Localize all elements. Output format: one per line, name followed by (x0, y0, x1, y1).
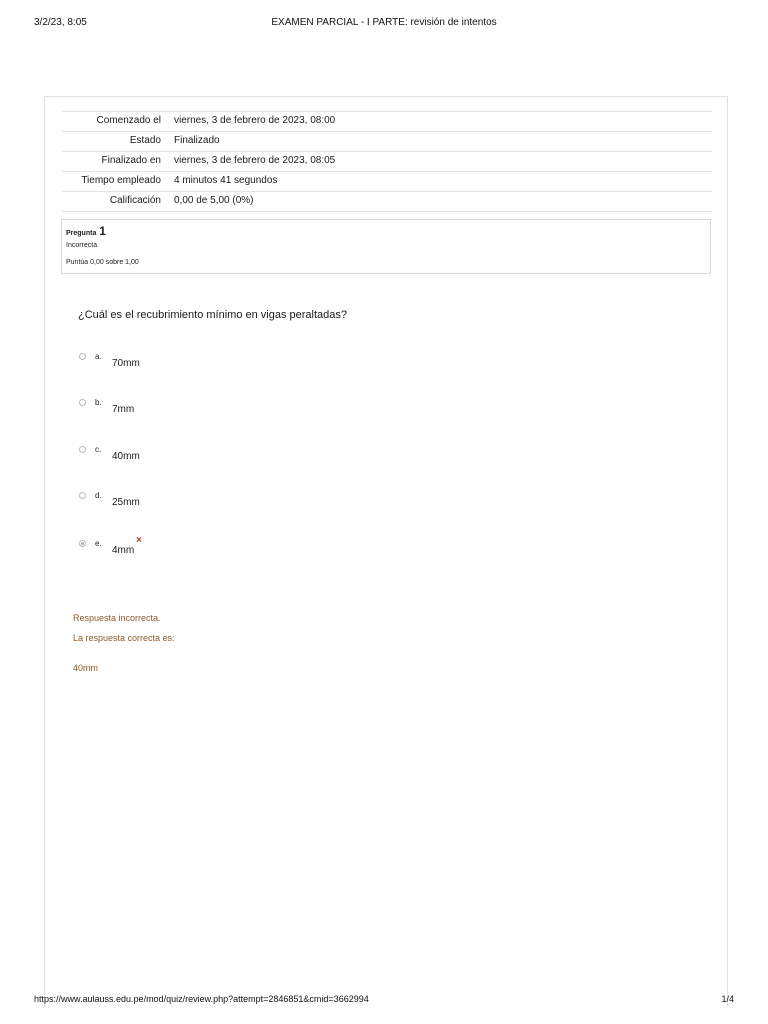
question-info-box (61, 219, 711, 274)
feedback-correct-label: La respuesta correcta es: (73, 633, 175, 643)
radio-button[interactable] (79, 399, 86, 406)
question-number-value: 1 (99, 224, 106, 238)
option-text: 7mm (112, 404, 135, 415)
question-number (66, 224, 106, 238)
summary-label: Estado (61, 132, 170, 152)
radio-button[interactable] (79, 492, 86, 499)
answer-option-b[interactable] (79, 399, 279, 419)
answer-option-a[interactable] (79, 353, 279, 373)
summary-row-state (61, 132, 712, 152)
option-text: 4mm (112, 545, 135, 556)
answer-option-e[interactable] (79, 535, 279, 560)
option-letter: d. (95, 491, 102, 500)
summary-value: viernes, 3 de febrero de 2023, 08:00 (170, 112, 712, 132)
quiz-review-frame (44, 96, 728, 1007)
option-letter: b. (95, 398, 102, 407)
summary-row-grade (61, 192, 712, 212)
summary-value: viernes, 3 de febrero de 2023, 08:05 (170, 152, 712, 172)
radio-button-selected[interactable] (79, 540, 86, 547)
radio-button[interactable] (79, 353, 86, 360)
summary-label: Tiempo empleado (61, 172, 170, 192)
question-state: Incorrecta (66, 242, 98, 249)
summary-value: 4 minutos 41 segundos (170, 172, 712, 192)
option-text: 40mm (112, 451, 140, 462)
print-date: 3/2/23, 8:05 (34, 17, 87, 28)
question-text: ¿Cuál es el recubrimiento mínimo en vigas peraltadas? (78, 309, 348, 321)
option-letter: a. (95, 352, 102, 361)
question-label: Pregunta (66, 230, 97, 237)
feedback-correct-answer: 40mm (73, 663, 99, 673)
option-letter: e. (95, 539, 102, 548)
option-text: 25mm (112, 497, 140, 508)
radio-button[interactable] (79, 446, 86, 453)
print-footer (34, 994, 734, 1008)
incorrect-cross-icon: × (136, 535, 142, 546)
answer-option-c[interactable] (79, 446, 279, 466)
page-number: 1/4 (721, 994, 734, 1004)
question-grade: Puntúa 0,00 sobre 1,00 (66, 259, 139, 266)
summary-value: 0,00 de 5,00 (0%) (170, 192, 712, 212)
page-url: https://www.aulauss.edu.pe/mod/quiz/review.php?attempt=2846851&cmid=3662994 (34, 994, 369, 1004)
attempt-summary-table (61, 111, 712, 212)
summary-label: Comenzado el (61, 112, 170, 132)
print-header (34, 17, 734, 31)
answer-option-d[interactable] (79, 492, 279, 512)
summary-row-finished (61, 152, 712, 172)
summary-row-time-taken (61, 172, 712, 192)
print-title: EXAMEN PARCIAL - I PARTE: revisión de intentos (271, 17, 497, 28)
option-letter: c. (95, 445, 102, 454)
summary-row-started (61, 112, 712, 132)
summary-label: Calificación (61, 192, 170, 212)
feedback-result: Respuesta incorrecta. (73, 613, 161, 623)
summary-value: Finalizado (170, 132, 712, 152)
summary-label: Finalizado en (61, 152, 170, 172)
option-text: 70mm (112, 358, 140, 369)
